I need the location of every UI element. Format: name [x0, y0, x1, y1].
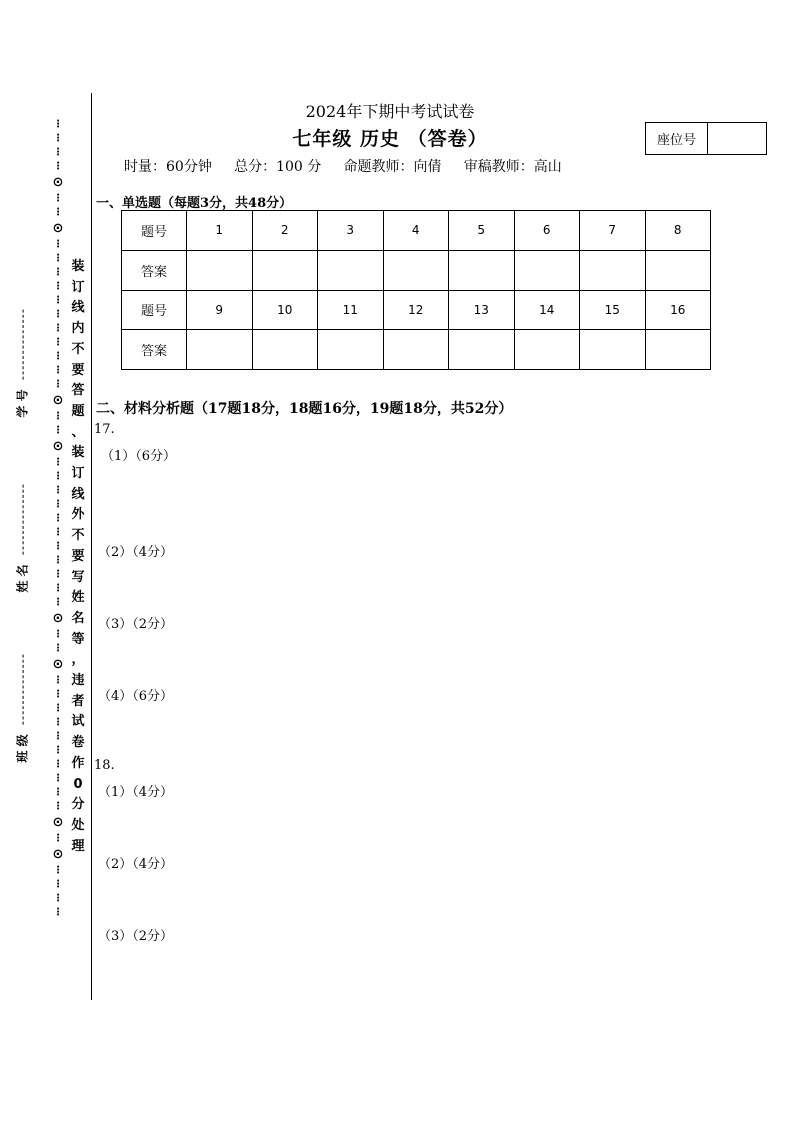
- exam-title: 2024年下期中考试试卷: [305, 102, 475, 121]
- answer-cell[interactable]: [580, 250, 646, 290]
- answer-cell[interactable]: [252, 330, 318, 370]
- question-number: 4: [383, 211, 449, 251]
- binding-notice-char: 外: [71, 507, 85, 523]
- binding-notice-char: 内: [71, 321, 85, 337]
- student-id-line: [23, 309, 24, 379]
- question-number: 16: [645, 290, 711, 330]
- question-number: 11: [318, 290, 384, 330]
- binding-notice-char: 卷: [71, 735, 85, 751]
- binding-notice-char: 名: [71, 610, 85, 626]
- binding-notice-char: 写: [71, 569, 85, 585]
- binding-notice-char: 不: [71, 528, 85, 544]
- binding-notice-char: 装: [71, 445, 85, 461]
- answer-cell[interactable]: [187, 330, 253, 370]
- binding-notice-char: 不: [71, 341, 85, 357]
- binding-circle-icon: ⊙: [52, 439, 64, 454]
- answer-cell[interactable]: [514, 250, 580, 290]
- question-row-1: [122, 211, 711, 251]
- binding-circle-icon: ⊙: [52, 815, 64, 830]
- binding-notice-char: 作: [71, 755, 85, 771]
- answer-label: 答案: [122, 250, 187, 290]
- binding-notice-char: 违: [71, 673, 85, 689]
- binding-notice-char: 姓: [71, 590, 85, 606]
- question-label: 题号: [122, 211, 187, 251]
- binding-notice-char: 者: [71, 693, 85, 709]
- binding-dots: ⋮ ⋮ ⋮ ⋮ ⊙ ⋮ ⋮ ⊙ ⋮ ⋮ ⋮ ⋮ ⋮ ⋮ ⋮ ⋮ ⋮ ⋮ ⋮ ⊙ ⋮ ⋮ ⊙ ⋮ ⋮ ⋮ ⋮ ⋮ ⋮ ⋮ ⋮ ⋮ ⋮ ⋮ ⊙ ⋮ ⋮ ⊙ ⋮ ⋮ ⋮ ⋮ ⋮ ⋮ ⋮ ⋮ ⋮ ⋮ ⊙ ⋮ ⊙ ⋮ ⋮ ⋮ ⋮: [52, 119, 64, 918]
- q18-part-2: （2）（4分）: [98, 857, 174, 872]
- question-number: 10: [252, 290, 318, 330]
- answer-table: [121, 210, 711, 370]
- student-id-field[interactable]: [14, 309, 31, 417]
- exam-subtitle: 七年级 历史 （答卷）: [292, 128, 488, 150]
- seat-number-label: 座位号: [646, 123, 708, 154]
- q18-part-1: （1）（4分）: [98, 785, 174, 800]
- binding-notice-char: 、: [71, 424, 85, 440]
- binding-notice-char: 订: [71, 279, 85, 295]
- binding-notice-char: 题: [71, 403, 85, 419]
- class-label: 班 级: [15, 734, 30, 763]
- q17-part-2: （2）（4分）: [98, 545, 174, 560]
- q17-label: 17.: [94, 422, 115, 437]
- answer-cell[interactable]: [383, 330, 449, 370]
- binding-notice-char: 等: [71, 631, 85, 647]
- seat-number-box: [645, 122, 767, 155]
- binding-circle-icon: ⊙: [52, 847, 64, 862]
- question-number: 13: [449, 290, 515, 330]
- seat-number-field[interactable]: [708, 123, 766, 154]
- answer-cell[interactable]: [645, 250, 711, 290]
- binding-notice-char: 理: [71, 838, 85, 854]
- question-label: 题号: [122, 290, 187, 330]
- question-number: 7: [580, 211, 646, 251]
- answer-cell[interactable]: [187, 250, 253, 290]
- answer-cell[interactable]: [580, 330, 646, 370]
- question-row-2: [122, 290, 711, 330]
- binding-notice-char: 要: [71, 548, 85, 564]
- q18-part-3: （3）（2分）: [98, 929, 174, 944]
- name-line: [23, 484, 24, 554]
- binding-circle-icon: ⊙: [52, 657, 64, 672]
- name-label: 姓 名: [15, 564, 30, 593]
- student-id-label: 学 号: [15, 389, 30, 418]
- section2-title: 二、材料分析题（17题18分，18题16分，19题18分，共52分）: [96, 401, 513, 417]
- binding-notice-char: 处: [71, 817, 85, 833]
- answer-cell[interactable]: [449, 250, 515, 290]
- question-number: 5: [449, 211, 515, 251]
- answer-label: 答案: [122, 330, 187, 370]
- answer-row-2: [122, 330, 711, 370]
- question-number: 14: [514, 290, 580, 330]
- binding-notice-char: 试: [71, 714, 85, 730]
- binding-circle-icon: ⊙: [52, 175, 64, 190]
- q18-label: 18.: [94, 758, 115, 773]
- binding-circle-icon: ⊙: [52, 221, 64, 236]
- name-field[interactable]: [14, 484, 31, 592]
- exam-info: 时量：60分钟 总分：100 分 命题教师：向倩 审稿教师：高山: [124, 159, 562, 175]
- answer-cell[interactable]: [645, 330, 711, 370]
- binding-notice: [69, 257, 87, 857]
- answer-row-1: [122, 250, 711, 290]
- binding-notice-char: 0: [73, 776, 83, 792]
- binding-notice-char: 订: [71, 466, 85, 482]
- answer-cell[interactable]: [514, 330, 580, 370]
- answer-cell[interactable]: [318, 250, 384, 290]
- answer-cell[interactable]: [383, 250, 449, 290]
- section1-title: 一、单选题（每题3分，共48分）: [96, 196, 293, 211]
- question-number: 8: [645, 211, 711, 251]
- class-field[interactable]: [14, 654, 31, 762]
- q17-part-3: （3）（2分）: [98, 617, 174, 632]
- binding-circle-icon: ⊙: [52, 393, 64, 408]
- binding-notice-char: 答: [71, 383, 85, 399]
- q17-part-4: （4）（6分）: [98, 689, 174, 704]
- answer-cell[interactable]: [449, 330, 515, 370]
- question-number: 3: [318, 211, 384, 251]
- q17-part-1: （1）（6分）: [101, 449, 177, 464]
- question-number: 12: [383, 290, 449, 330]
- binding-notice-char: ，: [71, 652, 85, 668]
- binding-notice-char: 装: [71, 259, 85, 274]
- question-number: 9: [187, 290, 253, 330]
- answer-cell[interactable]: [318, 330, 384, 370]
- binding-line: [91, 93, 92, 1000]
- binding-notice-char: 线: [71, 300, 85, 316]
- question-number: 1: [187, 211, 253, 251]
- question-number: 2: [252, 211, 318, 251]
- class-line: [23, 654, 24, 724]
- binding-notice-char: 线: [71, 486, 85, 502]
- binding-notice-char: 要: [71, 362, 85, 378]
- answer-cell[interactable]: [252, 250, 318, 290]
- question-number: 6: [514, 211, 580, 251]
- binding-notice-char: 分: [71, 797, 85, 813]
- binding-circle-icon: ⊙: [52, 611, 64, 626]
- question-number: 15: [580, 290, 646, 330]
